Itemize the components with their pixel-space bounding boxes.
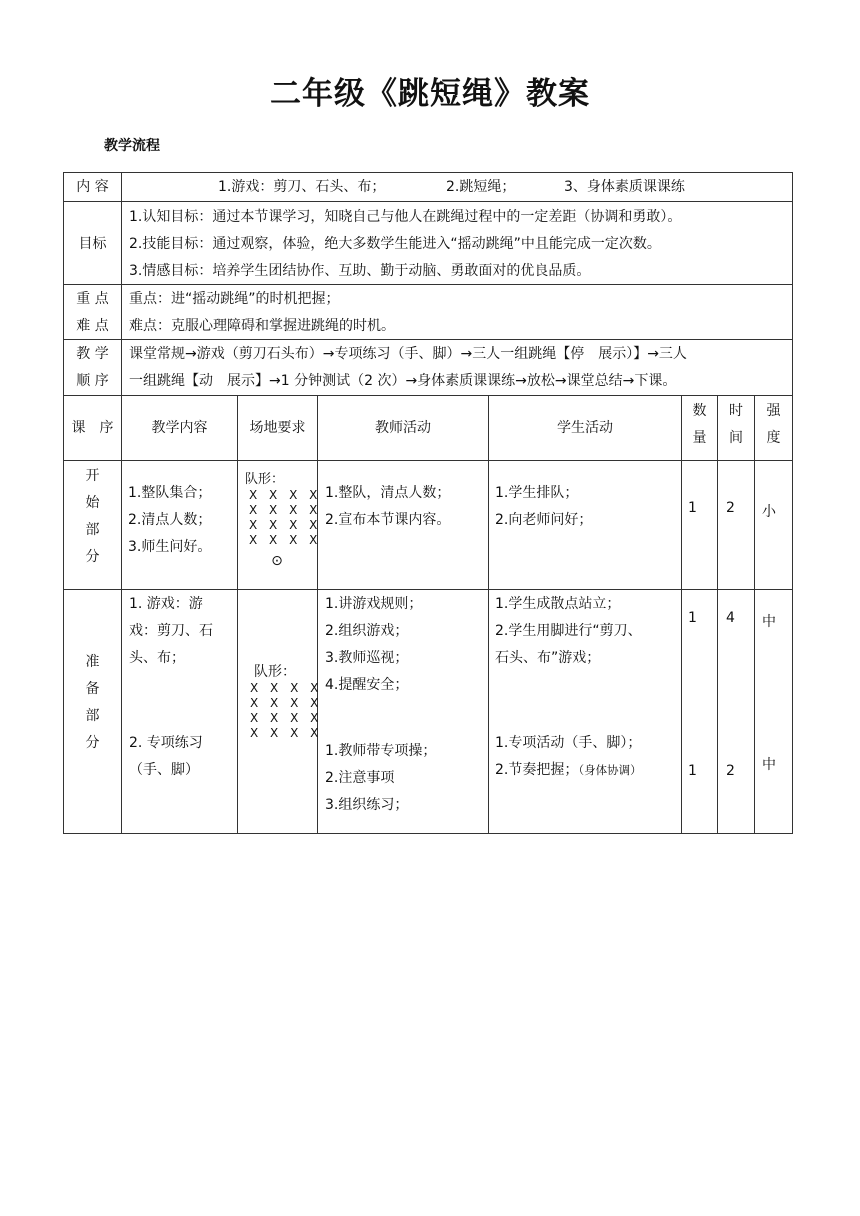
content-row-label: 内 容 (76, 179, 109, 195)
goal-cognitive: 1.认知目标：通过本节课学习，知晓自己与他人在跳绳过程中的一定差距（协调和勇敢）。 (129, 209, 682, 225)
key-point: 重点：进“摇动跳绳”的时机把握； (129, 291, 340, 307)
content-item-2: 2.跳短绳； (446, 179, 516, 195)
header-venue: 场地要求 (249, 420, 306, 436)
header-section-order: 课 序 (71, 420, 114, 436)
part-start-student: 1.学生排队； 2.向老师问好； (495, 485, 593, 528)
part-prep-label: 准 备 部 分 (85, 654, 100, 751)
part-prep-student-game: 1.学生成散点站立； 2.学生用脚进行“剪刀、 石头、布”游戏； (495, 596, 642, 666)
header-count: 数 量 (692, 403, 707, 446)
key-row-content (129, 286, 789, 340)
part-prep-time-game: 4 (726, 610, 735, 626)
part-start-formation (245, 472, 322, 569)
student-note: （身体协调） (578, 763, 642, 777)
goals-row-lines (129, 204, 789, 285)
header-time: 时 间 (729, 403, 743, 446)
formation-label: 队形： (245, 472, 285, 487)
part-prep-formation (250, 664, 323, 741)
part-prep-intensity-game: 中 (762, 614, 776, 630)
part-start-label: 开 始 部 分 (85, 468, 100, 565)
part-prep-count-drill: 1 (688, 763, 697, 779)
goal-skill: 2.技能目标：通过观察，体验，绝大多数学生能进入“摇动跳绳”中且能完成一定次数。 (129, 236, 661, 252)
formation-row: X X X X (250, 681, 323, 695)
content-item-3: 3、身体素质课课练 (564, 179, 685, 195)
document-title: 二年级《跳短绳》教案 (270, 76, 590, 112)
order-line-1: 课堂常规→游戏（剪刀石头布）→专项练习（手、脚）→三人一组跳绳【停 展示）】→三人 (129, 346, 687, 362)
teacher-position-icon: ⊙ (271, 553, 283, 569)
order-row-content (129, 341, 789, 395)
part-start-time: 2 (726, 500, 735, 516)
part-prep-content-drill: 2. 专项练习 （手、脚） (129, 735, 203, 778)
part-prep-count-game: 1 (688, 610, 697, 626)
part-prep-teacher-drill: 1.教师带专项操； 2.注意事项 3.组织练习； (325, 743, 437, 813)
header-teacher: 教师活动 (375, 420, 431, 436)
order-row-label: 教 学 顺 序 (76, 346, 109, 389)
header-intensity: 强 度 (766, 403, 781, 446)
section-label: 教学流程 (104, 138, 160, 154)
goal-emotion: 3.情感目标：培养学生团结协作、互助、勤于动脑、勇敢面对的优良品质。 (129, 263, 591, 279)
content-item-1: 1.游戏：剪刀、石头、布； (218, 179, 386, 195)
content-row-items (122, 173, 792, 201)
formation-row: X X X X (249, 488, 322, 502)
part-start-content: 1.整队集合； 2.清点人数； 3.师生问好。 (128, 485, 212, 555)
header-content: 教学内容 (151, 420, 208, 436)
formation-row: X X X X (249, 518, 322, 532)
key-row-label: 重 点 难 点 (76, 291, 109, 334)
formation-label: 队形： (254, 664, 296, 680)
formation-row: X X X X (250, 711, 323, 725)
part-start-intensity: 小 (762, 504, 776, 520)
formation-row: X X X X (249, 533, 322, 547)
part-prep-time-drill: 2 (726, 763, 735, 779)
difficult-point: 难点：克服心理障碍和掌握进跳绳的时机。 (129, 318, 395, 334)
formation-row: X X X X (249, 503, 322, 517)
part-prep-intensity-drill: 中 (762, 757, 776, 773)
order-line-2: 一组跳绳【动 展示】→1 分钟测试（2 次）→身体素质课课练→放松→课堂总结→下课。 (129, 373, 677, 389)
goals-row-label: 目标 (78, 236, 107, 252)
part-start-count: 1 (688, 500, 697, 516)
formation-row: X X X X (250, 696, 323, 710)
part-prep-teacher-game: 1.讲游戏规则； 2.组织游戏； 3.教师巡视； 4.提醒安全； (325, 596, 423, 693)
part-prep-content-game: 1. 游戏：游 戏：剪刀、石 头、布； (129, 596, 213, 666)
part-prep-student-drill: 1.专项活动（手、脚）； 2.节奏把握；（身体协调） (495, 735, 642, 778)
header-student: 学生活动 (557, 420, 613, 436)
formation-row: X X X X (250, 726, 323, 740)
part-start-teacher: 1.整队，清点人数； 2.宣布本节课内容。 (325, 485, 451, 528)
